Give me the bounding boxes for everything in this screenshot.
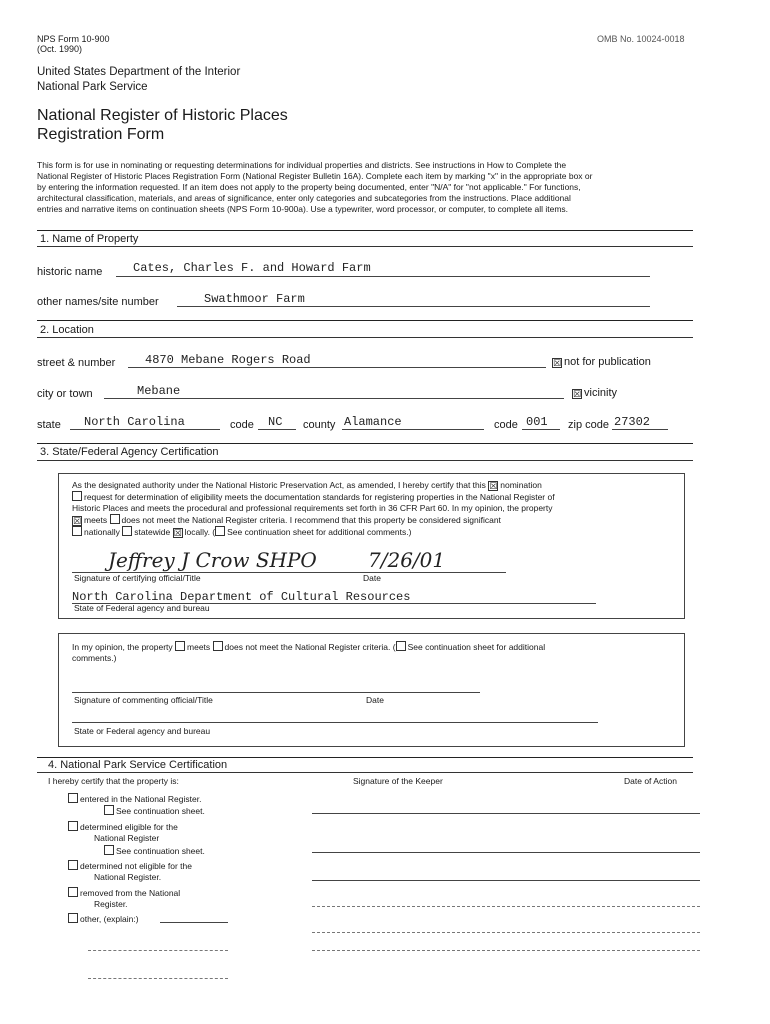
keeper-label: Signature of the Keeper — [353, 776, 443, 786]
underline — [72, 722, 598, 723]
certification-text: As the designated authority under the National Historic Preservation Act, as amended, I hereby certify that this ☒ nomination request for determination of eligibility meets the documentation standards for registering properties in the National Register of Historic Places and meets the procedural and professional requirements set forth in 36 CFR Part 60. In my opinion, the property ☒ meets does not meet the National Register criteria. I recommend that this property be considered significant nationally statewide ☒ locally. ( See continuation sheet for additional comments.) — [72, 480, 555, 538]
option-eligible[interactable]: determined eligible for the — [68, 821, 178, 833]
underline — [312, 950, 700, 951]
divider — [37, 337, 693, 338]
service: National Park Service — [37, 81, 148, 93]
vicinity[interactable]: ☒ vicinity — [573, 387, 618, 399]
divider — [37, 246, 693, 247]
underline — [258, 429, 296, 430]
underline — [312, 880, 700, 881]
zip-label: zip code — [568, 419, 609, 431]
date-of-action-label: Date of Action — [624, 776, 677, 786]
option-not-eligible-line2: National Register. — [94, 872, 162, 882]
instructions: This form is for use in nominating or requesting determinations for individual properties and districts. See instructions in How to Complete the National Register of Historic Places Registration Form (National Register Bulletin 16A). Complete each item by marking "x" in the appropriate box or by entering the information requested. If an item does not apply to the property being documented, enter "N/A" for "not applicable." For functions, architectural classification, materials, and areas of significance, enter only categories and subcategories from the instructions. Place additional entries and narrative items on continuation sheets (NPS Form 10-900a). Use a typewriter, word processor, or computer, to complete all items. — [37, 160, 593, 214]
opinion-continuation-checkbox[interactable] — [396, 641, 406, 651]
other-names-label: other names/site number — [37, 296, 159, 308]
agency-value[interactable]: North Carolina Department of Cultural Resources — [72, 590, 411, 604]
option-removed-line2: Register. — [94, 899, 128, 909]
agency-label: State of Federal agency and bureau — [74, 603, 210, 613]
historic-name-value[interactable]: Cates, Charles F. and Howard Farm — [133, 261, 371, 275]
locally-checkbox[interactable]: ☒ — [173, 528, 182, 538]
option-entered-continuation[interactable]: See continuation sheet. — [104, 805, 205, 817]
handwritten-signature: Jeffrey J Crow SHPO — [108, 548, 317, 572]
option-eligible-continuation[interactable]: See continuation sheet. — [104, 845, 205, 857]
opinion-does-not-meet-checkbox[interactable] — [213, 641, 223, 651]
commenting-agency-label: State or Federal agency and bureau — [74, 726, 211, 736]
continuation-checkbox[interactable] — [104, 845, 114, 855]
state-code-label: code — [230, 419, 254, 431]
signature-label: Signature of certifying official/Title — [74, 573, 201, 583]
underline — [522, 429, 560, 430]
option-not-eligible[interactable]: determined not eligible for the — [68, 860, 192, 872]
department: United States Department of the Interior — [37, 66, 241, 78]
underline — [70, 429, 220, 430]
zip-value[interactable]: 27302 — [614, 415, 651, 429]
omb-number: OMB No. 10024-0018 — [597, 34, 685, 44]
section-1-title: 1. Name of Property — [40, 233, 139, 245]
entered-checkbox[interactable] — [68, 793, 78, 803]
date-label: Date — [363, 573, 381, 583]
underline — [312, 906, 700, 907]
commenting-signature-label: Signature of commenting official/Title — [74, 695, 213, 705]
underline — [104, 398, 564, 399]
commenting-date-label: Date — [366, 695, 384, 705]
request-checkbox[interactable] — [72, 491, 82, 501]
form-title: National Register of Historic Places — [37, 107, 288, 124]
state-label: state — [37, 419, 61, 431]
divider — [37, 443, 693, 444]
county-label: county — [303, 419, 336, 431]
underline — [312, 813, 700, 814]
divider — [37, 772, 693, 773]
underline — [177, 306, 650, 307]
other-names-value[interactable]: Swathmoor Farm — [204, 292, 305, 306]
opinion-meets-checkbox[interactable] — [175, 641, 185, 651]
eligible-checkbox[interactable] — [68, 821, 78, 831]
form-number: NPS Form 10-900 — [37, 34, 110, 44]
underline — [88, 978, 228, 979]
vicinity-checkbox[interactable]: ☒ — [573, 389, 582, 399]
county-code-value[interactable]: 001 — [526, 415, 548, 429]
underline — [128, 367, 546, 368]
divider — [37, 320, 693, 321]
underline — [312, 932, 700, 933]
option-removed[interactable]: removed from the National — [68, 887, 180, 899]
city-label: city or town — [37, 388, 93, 400]
county-value[interactable]: Alamance — [344, 415, 402, 429]
not-for-publication[interactable]: ☒ not for publication — [553, 356, 651, 368]
divider — [37, 230, 693, 231]
removed-checkbox[interactable] — [68, 887, 78, 897]
option-entered[interactable]: entered in the National Register. — [68, 793, 201, 805]
nfp-checkbox[interactable]: ☒ — [553, 358, 562, 368]
option-eligible-line2: National Register — [94, 833, 160, 843]
underline — [312, 852, 700, 853]
section-3-title: 3. State/Federal Agency Certification — [40, 446, 219, 458]
nomination-checkbox[interactable]: ☒ — [489, 481, 498, 491]
underline — [160, 922, 228, 923]
city-value[interactable]: Mebane — [137, 384, 181, 398]
nationally-checkbox[interactable] — [72, 526, 82, 536]
underline — [88, 950, 228, 951]
section-2-title: 2. Location — [40, 324, 94, 336]
underline — [116, 276, 650, 277]
historic-name-label: historic name — [37, 266, 103, 278]
continuation-checkbox[interactable] — [104, 805, 114, 815]
form-subtitle: Registration Form — [37, 126, 165, 143]
option-other[interactable]: other, (explain:) — [68, 913, 139, 925]
statewide-checkbox[interactable] — [122, 526, 132, 536]
not-eligible-checkbox[interactable] — [68, 860, 78, 870]
street-label: street & number — [37, 357, 116, 369]
certify-label: I hereby certify that the property is: — [48, 776, 179, 786]
opinion-text: In my opinion, the property meets does not meet the National Register criteria. ( See continuation sheet for additional comments.) — [72, 642, 546, 663]
form-date: (Oct. 1990) — [37, 44, 83, 54]
divider — [37, 460, 693, 461]
divider — [37, 757, 693, 758]
state-code-value[interactable]: NC — [268, 415, 283, 429]
underline — [342, 429, 484, 430]
other-checkbox[interactable] — [68, 913, 78, 923]
continuation-checkbox[interactable] — [215, 526, 225, 536]
underline — [72, 692, 480, 693]
section-4-title: 4. National Park Service Certification — [48, 759, 228, 771]
county-code-label: code — [494, 419, 518, 431]
does-not-meet-checkbox[interactable] — [110, 514, 120, 524]
street-value[interactable]: 4870 Mebane Rogers Road — [145, 353, 311, 367]
meets-checkbox[interactable]: ☒ — [73, 516, 82, 526]
underline — [612, 429, 668, 430]
state-value[interactable]: North Carolina — [84, 415, 185, 429]
handwritten-date: 7/26/01 — [368, 548, 446, 572]
